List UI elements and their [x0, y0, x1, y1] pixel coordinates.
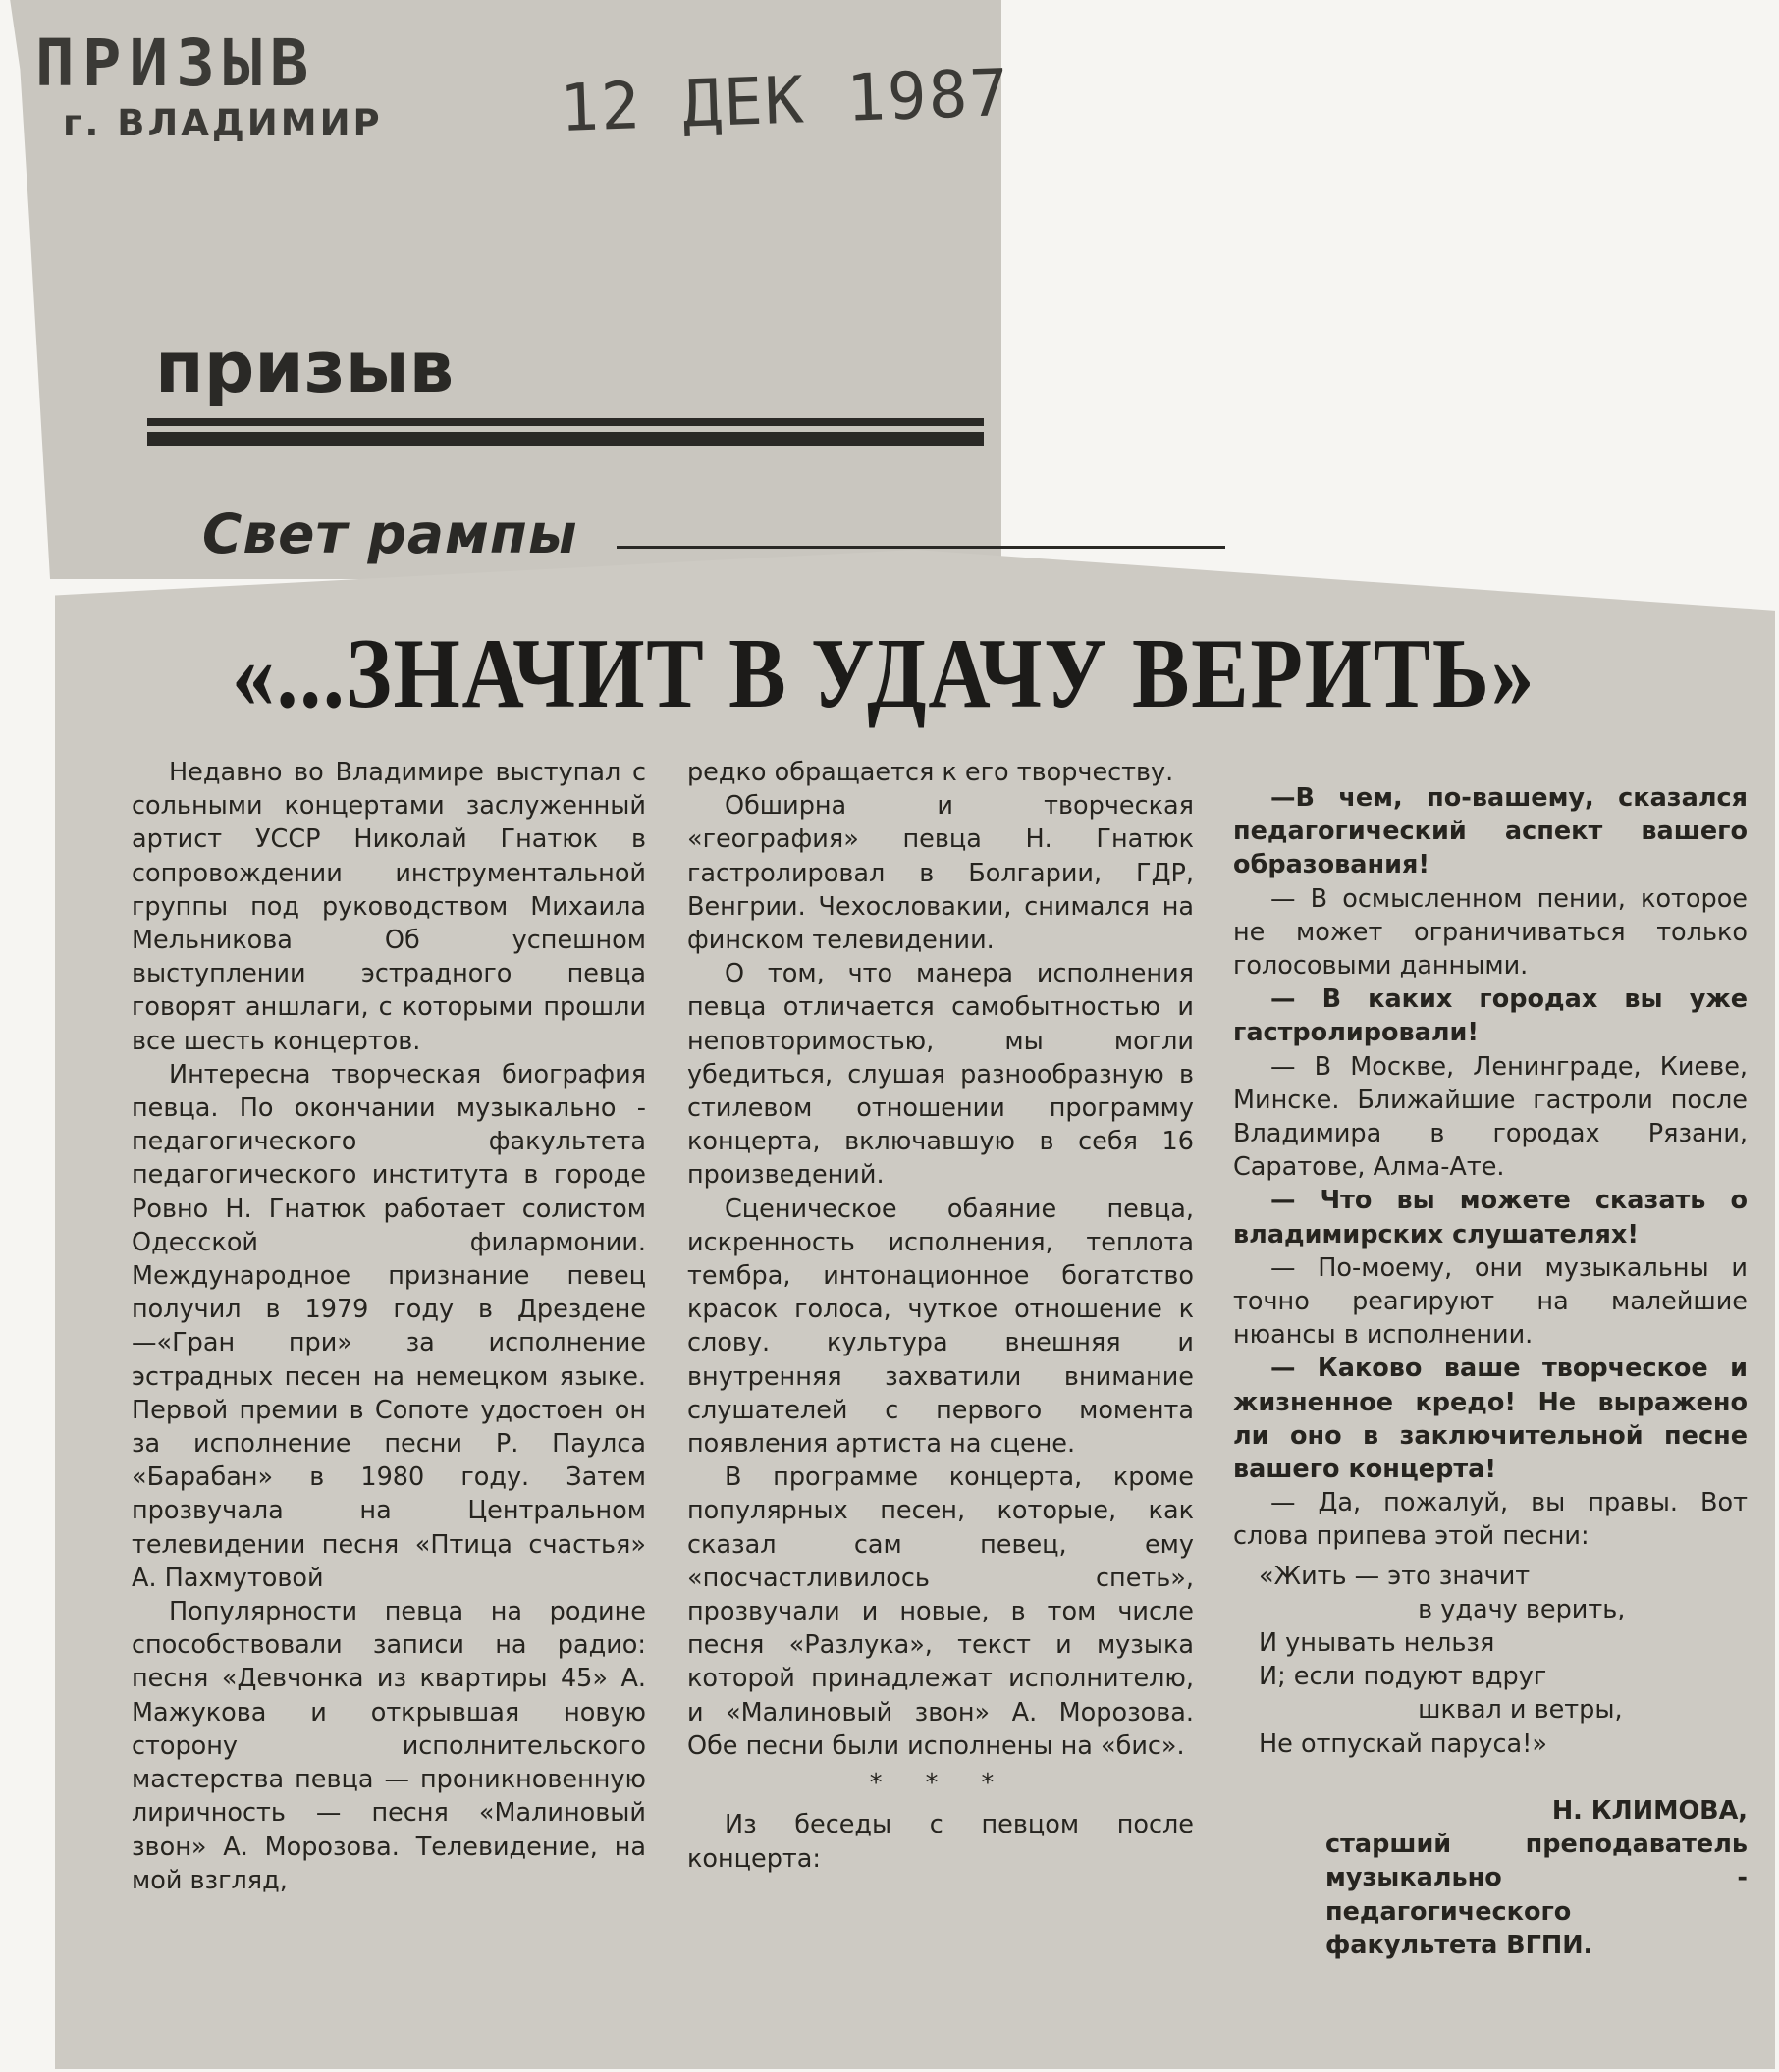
paragraph: Сценическое обаяние певца, искренность исполнения, теплота тембра, интонационное богатство красок голоса, чуткое отношение к слову. культура внешняя и внутренняя захватили внимание слушателей с первого момента появления артиста на сцене.	[687, 1194, 1194, 1460]
stamp-city: г. ВЛАДИМИР	[63, 102, 383, 144]
masthead-rule-thin	[147, 418, 984, 426]
author-name: Н. КЛИМОВА,	[1551, 1795, 1748, 1826]
article-headline: «...ЗНАЧИТ В УДАЧУ ВЕРИТЬ»	[232, 618, 1536, 729]
verse-line: в удачу верить,	[1259, 1594, 1626, 1624]
interview-question: — Каково ваше творческое и жизненное кредо! Не выражено ли оно в заключительной песне вашего концерта!	[1233, 1354, 1748, 1485]
interview-answer: — По-моему, они музыкальны и точно реагируют на малейшие нюансы в исполнении.	[1233, 1252, 1748, 1351]
verse-line: Не отпускай паруса!»	[1259, 1728, 1547, 1759]
paragraph: Интересна творческая биография певца. По окончании музыкально - педагогического факультета педагогического института в городе Ровно Н. Гнатюк работает солистом Одесской филармонии. Международное признание певец получил в 1979 году в Дрездене—«Гран при» за исполнение эстрадных песен на немецком языке. Первой премии в Сопоте удостоен он за исполнение песни Р. Паулса «Барабан» в 1980 году. Затем прозвучала на Центральном телевидении песня «Птица счастья» А. Пахмутовой	[132, 1059, 646, 1593]
paragraph: Недавно во Владимире выступал с сольными концертами заслуженный артист УССР Николай Гнатюк в сопровождении инструментальной группы под руководством Михаила Мельникова Об успешном выступлении эстрадного певца говорят аншлаги, с которыми прошли все шесть концертов.	[132, 758, 646, 1056]
article-column-3	[1233, 781, 1748, 1962]
masthead-rule-thick	[147, 432, 984, 446]
verse-line: шквал и ветры,	[1259, 1695, 1623, 1726]
verse-line: «Жить — это значит	[1259, 1561, 1531, 1591]
interview-question: —В чем, по-вашему, сказался педагогический аспект вашего образования!	[1233, 783, 1748, 880]
paragraph: Из беседы с певцом после концерта:	[687, 1810, 1194, 1874]
stamp-date: 12 ДЕК 1987	[558, 55, 1012, 146]
song-verse	[1259, 1560, 1748, 1761]
verse-line: И унывать нельзя	[1259, 1628, 1495, 1659]
interview-question: — В каких городах вы уже гастролировали!	[1233, 984, 1748, 1048]
paragraph: редко обращается к его творчеству.	[687, 758, 1174, 787]
stamp-newspaper-name: ПРИЗЫВ	[35, 26, 317, 101]
paragraph: О том, что манера исполнения певца отличается самобытностью и неповторимостью, мы могли убедиться, слушая разнообразную в стилевом отношении программу концерта, включавшую в себя 16 произведений.	[687, 959, 1194, 1191]
author-title: старший преподаватель музыкально - педагогического факультета ВГПИ.	[1325, 1830, 1748, 1960]
masthead-paper-name: призыв	[155, 326, 455, 408]
rubric-title: Свет рампы	[202, 503, 578, 565]
article-column-2	[687, 756, 1194, 1876]
interview-question: — Что вы можете сказать о владимирских слушателях!	[1233, 1186, 1748, 1249]
paragraph: В программе концерта, кроме популярных песен, которые, как сказал сам певец, ему «посчастливилось спеть», прозвучали и новые, в том числе песня «Разлука», текст и музыка которой принадлежат исполнителю, и «Малиновый звон» А. Морозова. Обе песни были исполнены на «бис».	[687, 1462, 1194, 1761]
section-separator: * * *	[869, 1769, 1012, 1799]
interview-answer: — Да, пожалуй, вы правы. Вот слова припева этой песни:	[1233, 1488, 1748, 1552]
paragraph: Популярности певца на родине способствовали записи на радио: песня «Девчонка из квартиры 45» А. Мажукова и открывшая новую сторону исполнительского мастерства певца — проникновенную лиричность — песня «Малиновый звон» А. Морозова. Телевидение, на мой взгляд,	[132, 1597, 646, 1895]
paragraph: Обширна и творческая «география» певца Н. Гнатюк гастролировал в Болгарии, ГДР, Венгрии. Чехословакии, снимался на финском телевидении.	[687, 791, 1194, 956]
article-column-1	[132, 756, 646, 1897]
interview-answer: — В Москве, Ленинграде, Киеве, Минске. Ближайшие гастроли после Владимира в городах Рязани, Саратове, Алма-Ате.	[1233, 1051, 1748, 1183]
rubric-rule	[617, 546, 1225, 549]
verse-line: И; если подуют вдруг	[1259, 1662, 1547, 1692]
interview-answer: — В осмысленном пении, которое не может ограничиваться только голосовыми данными.	[1233, 883, 1748, 982]
